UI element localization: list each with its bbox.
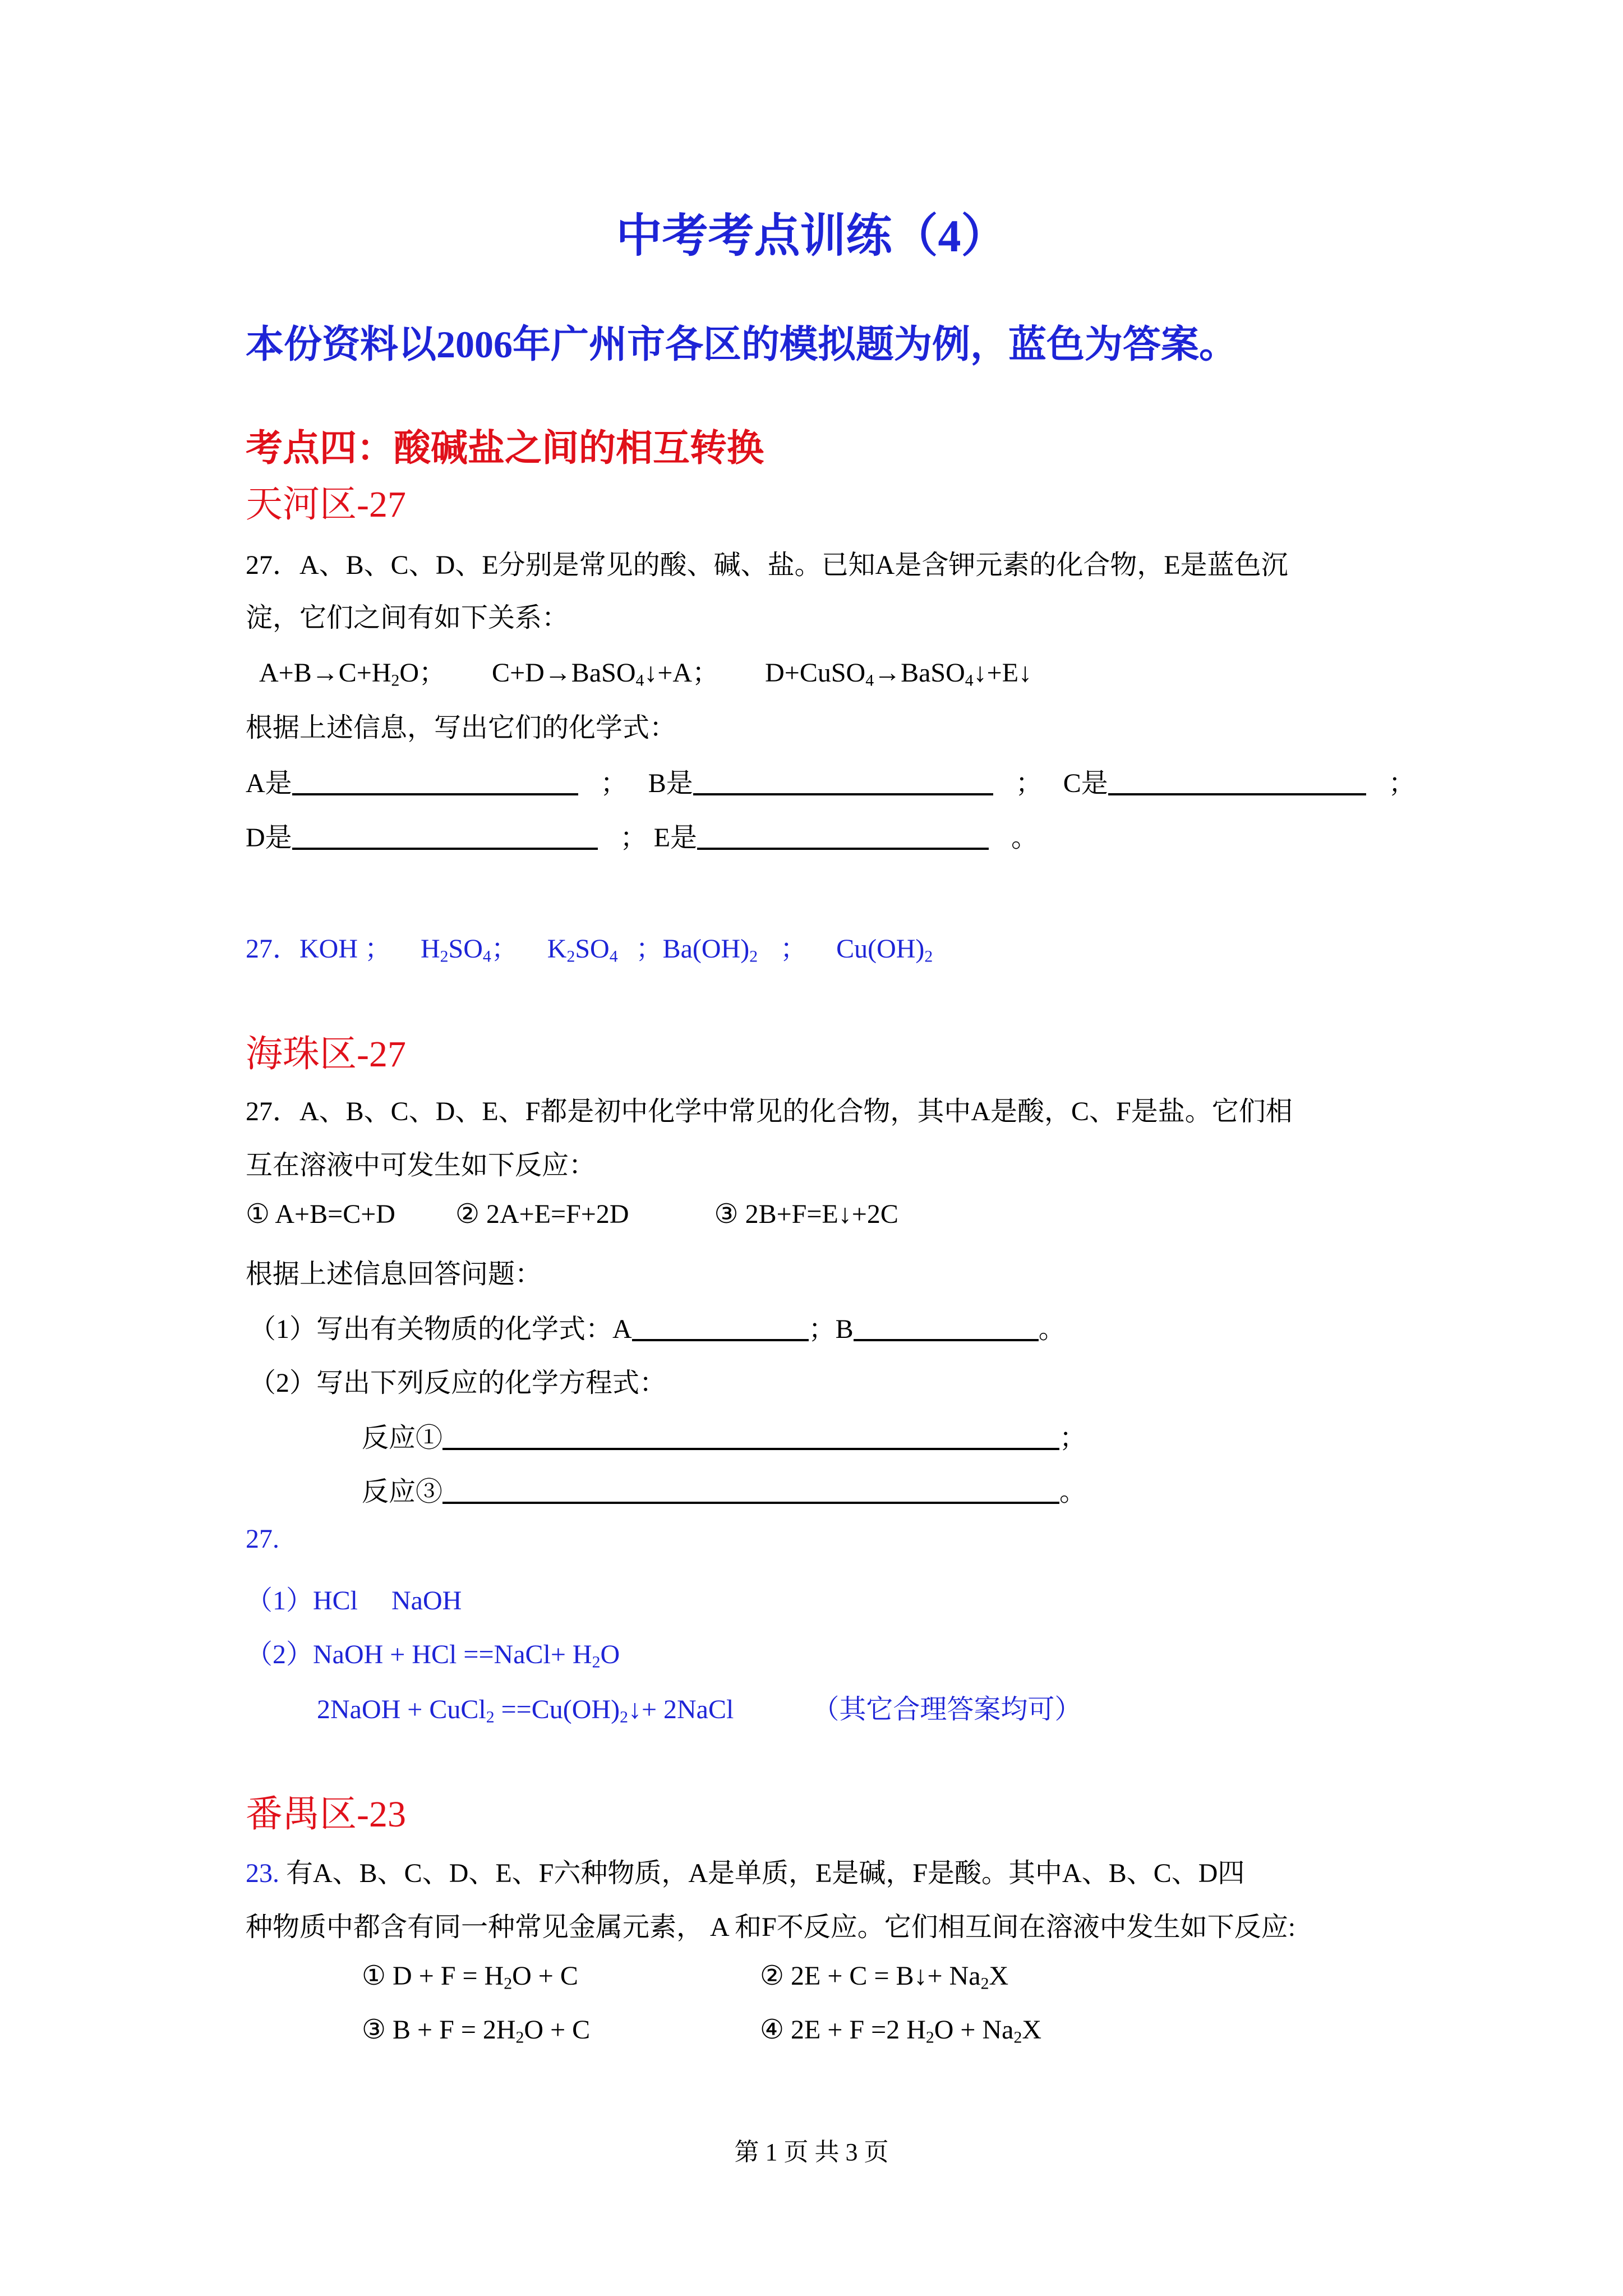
question-text: 23. 有A、B、C、D、E、F六种物质，A是单质，E是碱，F是酸。其中A、B、C、D四 (246, 1858, 1245, 1888)
reaction-blank-row: 反应① ； (362, 1423, 1087, 1453)
answer-number: 27. (246, 1524, 279, 1554)
reaction-1: ① $D + F = H_2O + C$ (362, 1961, 578, 1993)
answer-blank-e[interactable] (697, 822, 989, 850)
topic-heading: 考点四：酸碱盐之间的相互转换 (246, 428, 764, 469)
intro-text: 本份资料以2006年广州市各区的模拟题为例，蓝色为答案。 (246, 323, 1238, 366)
answer-blanks-row: D是 ； E是 。 (246, 823, 1039, 853)
equation-blank-3[interactable] (442, 1476, 1059, 1504)
section-heading-haizhu: 海珠区-27 (246, 1034, 406, 1075)
answer-text: 27．KOH ； $H_2SO_4$； $K_2SO_4$ ；$Ba(OH)_2$ ； $Cu(OH)_2$ (246, 934, 933, 966)
question-text: 淀，它们之间有如下关系： (246, 603, 569, 633)
answer-blank-d[interactable] (292, 822, 598, 850)
reaction-3: ③ $B + F = 2H_2O + C$ (362, 2015, 591, 2047)
answer-blank-a[interactable] (292, 767, 578, 795)
section-heading-panyu: 番禺区-23 (246, 1794, 406, 1835)
answer-text: （1）HCl NaOH (246, 1586, 462, 1616)
question-text: 互在溶液中可发生如下反应： (246, 1151, 596, 1180)
equation-blank-1[interactable] (442, 1422, 1059, 1450)
answer-text: 2NaOH + CuCl$_2$ $==Cu(OH)_2↓+$ 2NaCl （其它合理答案均可） (317, 1695, 1082, 1727)
question-text: 根据上述信息，写出它们的化学式： (246, 713, 677, 743)
question-text: 种物质中都含有同一种常见金属元素， A 和F不反应。它们相互间在溶液中发生如下反应: (246, 1912, 1296, 1942)
reaction-4: ④ 2E + F =2 $H_2O + Na_2X$ (760, 2015, 1041, 2047)
question-text: 根据上述信息回答问题： (246, 1259, 542, 1289)
reaction-list: ① A+B=C+D ② 2A+E=F+2D ③ 2B+F=E↓+2C (246, 1199, 898, 1229)
reaction-2: ② 2E + C = B↓+ $Na_2X$ (760, 1961, 1009, 1993)
reaction-equations: $A+B\to C+H_2O$； C+D→BaSO$_4$↓+A； D+CuSO$_4$→BaSO$_4$↓+E↓ (259, 658, 1032, 690)
answer-blank-b[interactable] (693, 767, 993, 795)
answer-blank-c[interactable] (1108, 767, 1366, 795)
subquestion-2: （2）写出下列反应的化学方程式： (249, 1368, 667, 1398)
reaction-blank-row: 反应③ 。 (362, 1477, 1087, 1507)
answer-text: （2）NaOH + HCl ==NaCl+ $H_2O$ (246, 1640, 620, 1672)
page-title: 中考考点训练（4） (616, 210, 1007, 261)
subquestion-1: （1）写出有关物质的化学式：A ；B 。 (249, 1314, 1066, 1344)
question-text: 27．A、B、C、D、E分别是常见的酸、碱、盐。已知A是含钾元素的化合物，E是蓝色沉 (246, 550, 1288, 580)
question-text: 27．A、B、C、D、E、F都是初中化学中常见的化合物，其中A是酸，C、F是盐。它们相 (246, 1097, 1293, 1126)
page-footer: 第 1 页 共 3 页 (734, 2138, 889, 2166)
answer-blank-b[interactable] (854, 1313, 1039, 1341)
section-heading-tianhe: 天河区-27 (246, 484, 406, 525)
answer-blanks-row: A是 ； B是 ； C是 ； (246, 769, 1415, 798)
answer-blank-a[interactable] (632, 1313, 809, 1341)
